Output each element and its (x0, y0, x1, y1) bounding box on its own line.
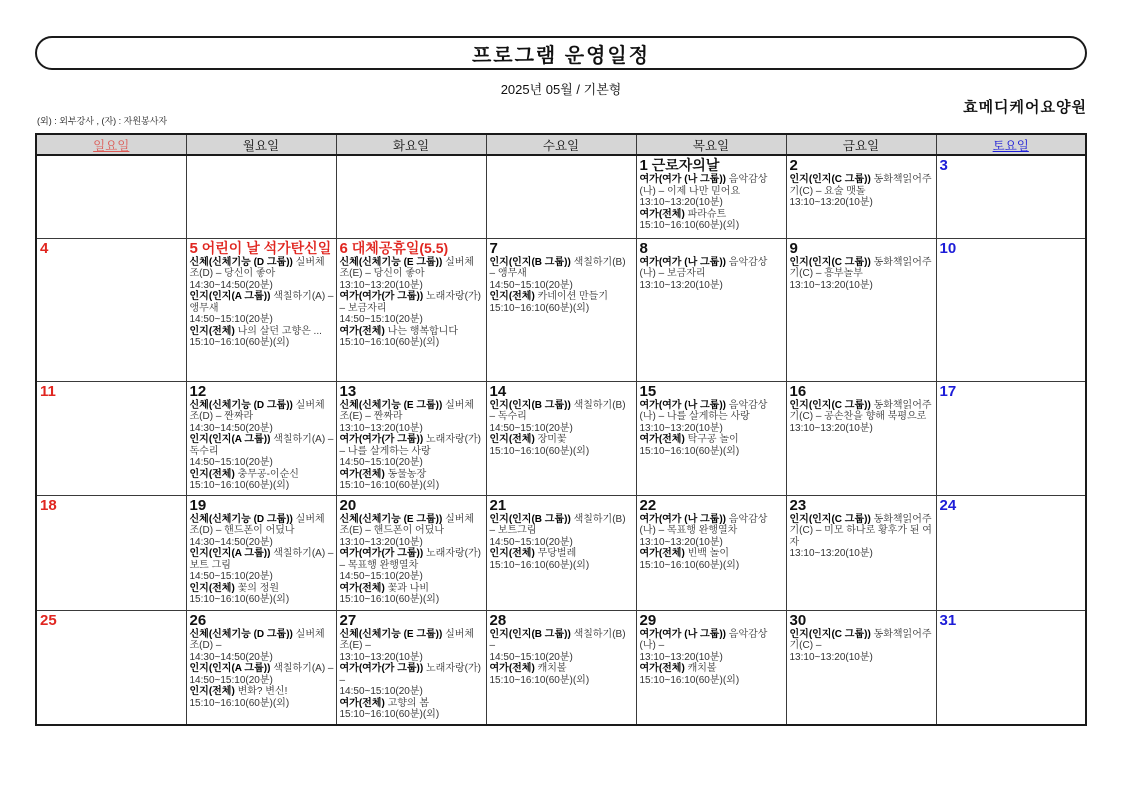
day-cell-23 (786, 495, 936, 610)
event-program-label: 인지(인지(A 그룹)) (189, 291, 274, 302)
event-program-label: 여가(여가(가 그룹)) (339, 291, 426, 302)
event-time: 14:30~14:50(20분) (189, 536, 273, 548)
event-time: 15:10~16:10(60분)(외) (339, 709, 440, 720)
day-number: 24 (939, 496, 957, 514)
weekday-header-mon: 월요일 (186, 134, 336, 155)
day-cell-5 (186, 238, 336, 381)
event-time: 15:10~16:10(60분)(외) (189, 697, 290, 709)
event-program-label: 여가(여가(가 그룹)) (339, 548, 426, 559)
event-entry: 여가(여가(가 그룹)) 노래자랑(가) – 나를 살게하는 사랑 (339, 434, 481, 457)
day-cell-17 (936, 381, 1086, 495)
weekday-header-sun: 일요일 (36, 134, 186, 155)
day-cell-8 (636, 238, 786, 381)
event-program-label: 여가(전체) (639, 434, 688, 445)
day-number: 12 (189, 382, 207, 400)
event-entry: 여가(전체) 고향의 봄 (339, 697, 430, 709)
event-program-label: 신체(신체기능 (E 그룹)) (339, 399, 446, 411)
day-cell-29 (636, 610, 786, 725)
day-cell-6 (336, 238, 486, 381)
event-time: 14:50~15:10(20분) (489, 536, 573, 548)
day-cell-18 (36, 495, 186, 610)
event-program-label: 인지(전체) (189, 325, 238, 337)
event-entry: 여가(전체) 캐치볼 (639, 663, 717, 674)
day-number: 19 (189, 496, 207, 514)
event-program-label: 여가(전체) (339, 697, 388, 709)
calendar-table (35, 133, 1087, 726)
event-entry: 인지(인지(C 그룹)) 동화책읽어주기(C) – 흥부놀부 (789, 256, 932, 279)
event-entry: 여가(여가 (나 그룹)) 음악감상(나) – 보금자리 (639, 256, 768, 279)
event-entry: 인지(인지(A 그룹)) 색칠하기(A) – 보트 그림 (189, 548, 334, 571)
day-cell-empty (336, 155, 486, 238)
document-title-box (35, 36, 1087, 70)
event-entry: 여가(여가 (나 그룹)) 음악감상(나) – 나를 살게하는 사랑 (639, 399, 768, 422)
event-entry: 신체(신체기능 (E 그룹)) 실버체조(E) – (339, 628, 475, 651)
day-cell-19 (186, 495, 336, 610)
day-number: 26 (189, 611, 207, 629)
day-number: 27 (339, 611, 357, 629)
day-cell-21 (486, 495, 636, 610)
event-program-label: 여가(전체) (639, 663, 688, 674)
week-row (36, 381, 1086, 495)
event-time: 13:10~13:20(10분) (639, 197, 723, 208)
event-program-label: 여가(전체) (639, 208, 688, 220)
event-program-label: 신체(신체기능 (E 그룹)) (339, 628, 446, 640)
event-time: 13:10~13:20(10분) (789, 651, 873, 663)
day-cell-16 (786, 381, 936, 495)
day-number: 4 (40, 239, 49, 257)
page-title: 프로그램 운영일정 (471, 44, 651, 67)
day-number: 16 (789, 382, 807, 400)
day-cell-3 (936, 155, 1086, 238)
event-time: 14:30~14:50(20분) (189, 422, 273, 434)
event-program-label: 여가(여가(가 그룹)) (339, 663, 426, 674)
day-cell-empty (486, 155, 636, 238)
holiday-label: 근로자의날 (647, 157, 720, 173)
day-number: 28 (489, 611, 507, 629)
event-program-label: 인지(인지(B 그룹)) (489, 399, 574, 411)
event-entry: 여가(여가 (나 그룹)) 음악감상(나) – (639, 628, 768, 651)
day-cell-7 (486, 238, 636, 381)
event-program-label: 신체(신체기능 (D 그룹)) (189, 513, 296, 525)
event-entry: 인지(전체) 꽃의 정원 (189, 582, 280, 594)
event-entry: 여가(전체) 캐치볼 (489, 663, 567, 674)
event-program-label: 여가(여가 (나 그룹)) (639, 256, 729, 268)
event-time: 14:50~15:10(20분) (189, 314, 273, 325)
day-number: 5 (189, 239, 198, 257)
event-time: 15:10~16:10(60분)(외) (339, 594, 440, 605)
day-number: 20 (339, 496, 357, 514)
event-program-label: 신체(신체기능 (E 그룹)) (339, 513, 446, 525)
day-number: 3 (939, 157, 948, 174)
event-time: 15:10~16:10(60분)(외) (639, 674, 740, 686)
day-cell-25 (36, 610, 186, 725)
event-entry: 여가(전체) 탁구공 놀이 (639, 434, 739, 445)
event-time: 13:10~13:20(10분) (639, 279, 723, 291)
day-cell-10 (936, 238, 1086, 381)
event-time: 13:10~13:20(10분) (339, 279, 423, 291)
event-entry: 인지(인지(A 그룹)) 색칠하기(A) – (189, 663, 334, 674)
event-time: 14:30~14:50(20분) (189, 651, 273, 663)
event-entry: 인지(인지(B 그룹)) 색칠하기(B) – 앵무새 (489, 256, 626, 279)
day-number: 14 (489, 382, 507, 400)
day-number: 25 (40, 611, 57, 629)
weekday-header-thu: 목요일 (636, 134, 786, 155)
day-number: 22 (639, 496, 657, 514)
day-cell-31 (936, 610, 1086, 725)
event-entry: 신체(신체기능 (D 그룹)) 실버체조(D) – 짠짜라 (189, 399, 325, 422)
event-program-label: 인지(인지(A 그룹)) (189, 434, 274, 445)
week-row (36, 238, 1086, 381)
event-program-label: 인지(인지(B 그룹)) (489, 513, 574, 525)
event-time: 13:10~13:20(10분) (789, 279, 873, 291)
event-program-label: 인지(인지(B 그룹)) (489, 628, 574, 640)
event-entry: 인지(인지(B 그룹)) 색칠하기(B) – 보트그림 (489, 513, 626, 536)
event-time: 13:10~13:20(10분) (339, 536, 423, 548)
weekday-header-wed: 수요일 (486, 134, 636, 155)
day-cell-9 (786, 238, 936, 381)
event-time: 15:10~16:10(60분)(외) (489, 445, 590, 457)
day-number: 23 (789, 496, 807, 514)
event-time: 14:50~15:10(20분) (489, 279, 573, 291)
event-time: 13:10~13:20(10분) (639, 651, 723, 663)
day-cell-2 (786, 155, 936, 238)
event-time: 15:10~16:10(60분)(외) (639, 220, 740, 231)
event-program-label: 신체(신체기능 (D 그룹)) (189, 628, 296, 640)
event-entry: 여가(여가(가 그룹)) 노래자랑(가) – (339, 663, 481, 686)
day-cell-empty (186, 155, 336, 238)
event-program-label: 인지(인지(C 그룹)) (789, 513, 874, 525)
event-time: 13:10~13:20(10분) (789, 197, 873, 208)
event-time: 13:10~13:20(10분) (639, 536, 723, 548)
event-program-label: 여가(여가 (나 그룹)) (639, 628, 729, 640)
event-program-label: 인지(인지(A 그룹)) (189, 663, 274, 674)
event-program-label: 여가(전체) (339, 582, 388, 594)
event-entry: 신체(신체기능 (D 그룹)) 실버체조(D) – 당신이 좋아 (189, 256, 325, 279)
event-entry: 여가(전체) 파라슈트 (639, 208, 727, 220)
event-entry: 여가(전체) 빈백 놀이 (639, 548, 730, 559)
day-number: 30 (789, 611, 807, 629)
event-program-label: 신체(신체기능 (D 그룹)) (189, 399, 296, 411)
day-cell-26 (186, 610, 336, 725)
event-time: 15:10~16:10(60분)(외) (489, 559, 590, 571)
event-entry: 여가(전체) 동물농장 (339, 468, 427, 480)
day-cell-13 (336, 381, 486, 495)
event-time: 13:10~13:20(10분) (789, 548, 873, 559)
event-entry: 여가(전체) 나는 행복합니다 (339, 325, 458, 337)
event-time: 15:10~16:10(60분)(외) (189, 337, 290, 348)
event-time: 13:10~13:20(10분) (789, 422, 873, 434)
event-time: 15:10~16:10(60분)(외) (189, 480, 290, 491)
event-program-label: 인지(전체) (189, 686, 238, 697)
day-number: 8 (639, 239, 648, 257)
day-number: 13 (339, 382, 357, 400)
facility-name: 효메디케어요양원 (963, 99, 1087, 116)
month-subtitle: 2025년 05월 / 기본형 (500, 82, 622, 97)
event-program-label: 인지(인지(C 그룹)) (789, 174, 874, 185)
event-entry: 여가(전체) 꽃과 나비 (339, 582, 430, 594)
day-cell-1 (636, 155, 786, 238)
event-entry: 인지(전체) 무당벌레 (489, 548, 577, 559)
event-program-label: 여가(여가 (나 그룹)) (639, 513, 729, 525)
day-cell-27 (336, 610, 486, 725)
event-program-label: 여가(여가 (나 그룹)) (639, 174, 729, 185)
day-number: 10 (939, 239, 957, 257)
weekday-header-tue: 화요일 (336, 134, 486, 155)
event-time: 14:50~15:10(20분) (489, 422, 573, 434)
legend-note: (외) : 외부강사 , (자) : 자원봉사자 (37, 116, 168, 126)
event-program-label: 인지(전체) (489, 434, 538, 445)
event-time: 14:50~15:10(20분) (339, 686, 423, 697)
week-row (36, 495, 1086, 610)
event-time: 14:50~15:10(20분) (189, 571, 273, 582)
day-cell-14 (486, 381, 636, 495)
event-program-label: 여가(전체) (489, 663, 538, 674)
holiday-label: 어린이 날 석가탄신일 (197, 239, 332, 256)
event-program-label: 신체(신체기능 (D 그룹)) (189, 256, 296, 268)
day-number: 1 (639, 157, 648, 174)
event-program-label: 여가(전체) (639, 548, 688, 559)
event-time: 14:50~15:10(20분) (339, 571, 423, 582)
week-row (36, 155, 1086, 238)
day-cell-30 (786, 610, 936, 725)
event-time: 14:50~15:10(20분) (339, 457, 423, 468)
weekday-header-sat: 토요일 (936, 134, 1086, 155)
day-cell-24 (936, 495, 1086, 610)
event-time: 14:50~15:10(20분) (489, 651, 573, 663)
event-program-label: 여가(전체) (339, 325, 388, 337)
event-entry: 신체(신체기능 (D 그룹)) 실버체조(D) – (189, 628, 325, 651)
weekday-header-fri: 금요일 (786, 134, 936, 155)
event-program-label: 인지(인지(C 그룹)) (789, 399, 874, 411)
event-entry: 인지(인지(C 그룹)) 동화책읽어주기(C) – (789, 628, 932, 651)
weekday-header-row (36, 134, 1086, 155)
event-entry: 신체(신체기능 (E 그룹)) 실버체조(E) – 당신이 좋아 (339, 256, 475, 279)
event-entry: 인지(전체) 충무공-이순신 (189, 468, 299, 480)
day-number: 7 (489, 239, 498, 257)
event-entry: 인지(전체) 장미꽃 (489, 434, 567, 445)
event-program-label: 인지(전체) (489, 548, 538, 559)
event-entry: 인지(전체) 변화? 변신! (189, 686, 288, 697)
day-number: 21 (489, 496, 507, 514)
event-program-label: 인지(인지(C 그룹)) (789, 256, 874, 268)
day-number: 2 (789, 157, 798, 174)
day-number: 31 (939, 611, 957, 629)
event-time: 15:10~16:10(60분)(외) (489, 302, 590, 314)
event-program-label: 신체(신체기능 (E 그룹)) (339, 256, 446, 268)
day-cell-20 (336, 495, 486, 610)
event-entry: 인지(전체) 나의 살던 고향은 ... (189, 325, 322, 337)
event-time: 15:10~16:10(60분)(외) (339, 480, 440, 491)
holiday-label: 대체공휴일(5.5) (347, 239, 449, 256)
event-time: 15:10~16:10(60분)(외) (489, 674, 590, 686)
event-entry: 인지(인지(C 그룹)) 동화책읽어주기(C) – 공손찬을 향해 북평으로 (789, 399, 932, 422)
event-entry: 신체(신체기능 (E 그룹)) 실버체조(E) – 핸드폰이 어딨나 (339, 513, 475, 536)
event-time: 15:10~16:10(60분)(외) (639, 559, 740, 571)
event-entry: 인지(인지(B 그룹)) 색칠하기(B) – (489, 628, 626, 651)
event-entry: 여가(여가 (나 그룹)) 음악감상(나) – 목표행 완행열차 (639, 513, 768, 536)
week-row (36, 610, 1086, 725)
event-program-label: 인지(인지(C 그룹)) (789, 628, 874, 640)
event-entry: 인지(인지(A 그룹)) 색칠하기(A) – 독수리 (189, 434, 334, 457)
event-program-label: 여가(여가 (나 그룹)) (639, 399, 729, 411)
event-entry: 인지(인지(C 그룹)) 동화책읽어주기(C) – 미모 하나로 황후가 된 여자 (789, 513, 932, 548)
day-cell-28 (486, 610, 636, 725)
event-entry: 신체(신체기능 (E 그룹)) 실버체조(E) – 짠짜라 (339, 399, 475, 422)
event-time: 13:10~13:20(10분) (339, 422, 423, 434)
event-entry: 인지(인지(C 그룹)) 동화책읽어주기(C) – 요술 맷돌 (789, 174, 932, 197)
event-program-label: 인지(전체) (189, 582, 238, 594)
day-cell-11 (36, 381, 186, 495)
calendar-body (36, 155, 1086, 725)
event-program-label: 인지(전체) (489, 291, 538, 302)
day-number: 9 (789, 239, 798, 257)
day-cell-12 (186, 381, 336, 495)
event-entry: 인지(인지(A 그룹)) 색칠하기(A) – 앵무새 (189, 291, 334, 314)
event-program-label: 인지(전체) (189, 468, 238, 480)
event-entry: 인지(전체) 카네이션 만들기 (489, 291, 608, 302)
event-time: 15:10~16:10(60분)(외) (639, 445, 740, 457)
event-entry: 여가(여가 (나 그룹)) 음악감상(나) – 이제 나만 믿어요 (639, 174, 768, 197)
event-time: 14:50~15:10(20분) (189, 674, 273, 686)
event-time: 14:50~15:10(20분) (189, 457, 273, 468)
day-cell-4 (36, 238, 186, 381)
day-cell-22 (636, 495, 786, 610)
event-time: 13:10~13:20(10분) (639, 422, 723, 434)
day-number: 15 (639, 382, 657, 400)
day-number: 18 (40, 496, 57, 514)
event-time: 14:50~15:10(20분) (339, 314, 423, 325)
event-entry: 여가(여가(가 그룹)) 노래자랑(가) – 보금자리 (339, 291, 481, 314)
event-entry: 인지(인지(B 그룹)) 색칠하기(B) – 독수리 (489, 399, 626, 422)
day-number: 29 (639, 611, 657, 629)
day-number: 11 (40, 382, 56, 400)
event-entry: 여가(여가(가 그룹)) 노래자랑(가) – 목표행 완행열차 (339, 548, 481, 571)
event-time: 15:10~16:10(60분)(외) (189, 594, 290, 605)
day-number: 17 (939, 382, 957, 400)
event-time: 13:10~13:20(10분) (339, 651, 423, 663)
day-cell-15 (636, 381, 786, 495)
event-time: 15:10~16:10(60분)(외) (339, 337, 440, 348)
day-cell-empty (36, 155, 186, 238)
day-number: 6 (339, 239, 348, 257)
event-program-label: 여가(전체) (339, 468, 388, 480)
event-entry: 신체(신체기능 (D 그룹)) 실버체조(D) – 핸드폰이 어딨나 (189, 513, 325, 536)
event-program-label: 인지(인지(A 그룹)) (189, 548, 274, 559)
event-program-label: 여가(여가(가 그룹)) (339, 434, 426, 445)
event-time: 14:30~14:50(20분) (189, 279, 273, 291)
event-program-label: 인지(인지(B 그룹)) (489, 256, 574, 268)
